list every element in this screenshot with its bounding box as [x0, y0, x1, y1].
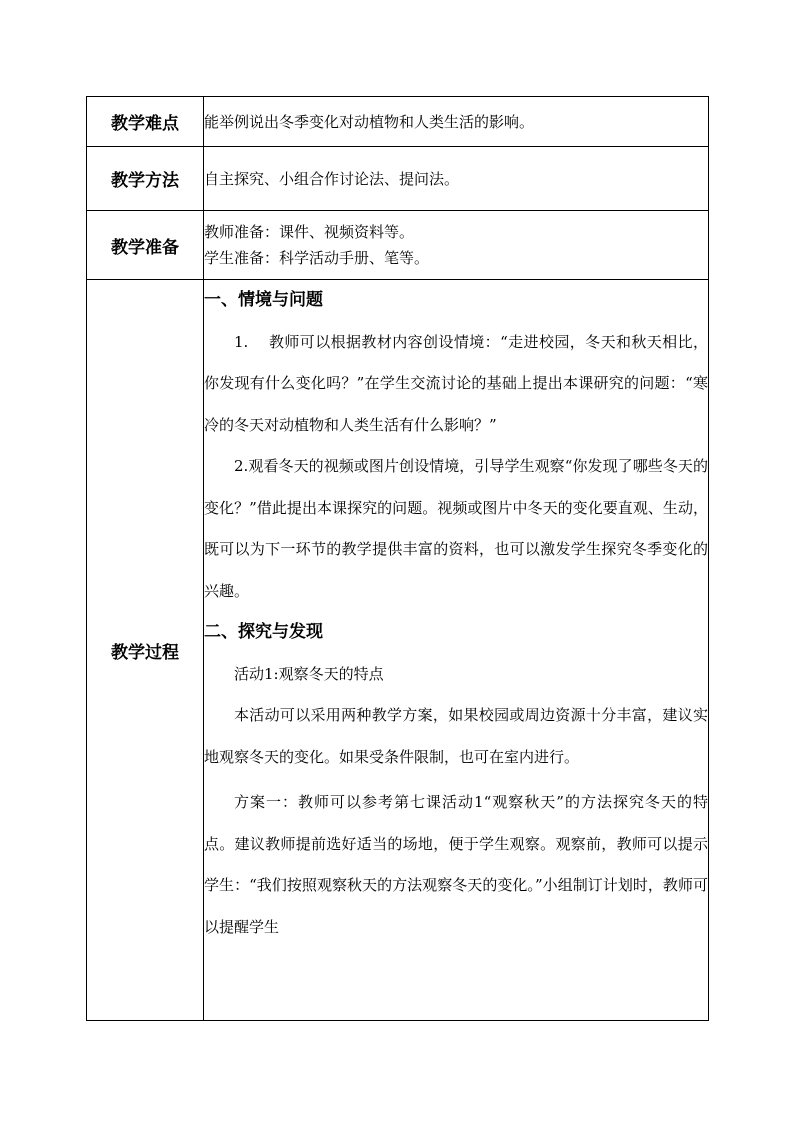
section2-heading: 二、探究与发现 [204, 622, 323, 642]
preparation-label: 教学准备 [87, 211, 204, 280]
lesson-plan-table [86, 96, 709, 1021]
process-paragraph-3: 本活动可以采用两种教学方案，如果校园或周边资源十分丰富，建议实地观察冬天的变化。如果受条件限制，也可在室内进行。 [204, 706, 708, 766]
preparation-cell [204, 211, 709, 280]
method-label: 教学方法 [87, 147, 204, 211]
method-row [87, 147, 709, 211]
section1-heading: 一、情境与问题 [204, 290, 323, 310]
teacher-preparation: 教师准备：课件、视频资料等。 [204, 223, 415, 241]
method-text: 自主探究、小组合作讨论法、提问法。 [204, 147, 709, 211]
process-paragraph-1: 1. 教师可以根据教材内容创设情境：“走进校园，冬天和秋天相比，你发现有什么变化吗？”在学生交流讨论的基础上提出本课研究的问题：“寒冷的冬天对动植物和人类生活有什么影响？” [204, 332, 708, 434]
process-paragraph-2: 2.观看冬天的视频或图片创设情境，引导学生观察“你发现了哪些冬天的变化？”借此提出本课探究的问题。视频或图片中冬天的变化要直观、生动，既可以为下一环节的教学提供丰富的资料，也可以激发学生探究冬季变化的兴趣。 [204, 457, 708, 600]
difficulty-label: 教学难点 [87, 97, 204, 147]
difficulty-row [87, 97, 709, 147]
process-label: 教学过程 [87, 280, 204, 1021]
student-preparation: 学生准备：科学活动手册、笔等。 [204, 249, 430, 267]
process-cell [204, 280, 709, 1021]
difficulty-text: 能举例说出冬季变化对动植物和人类生活的影响。 [204, 97, 709, 147]
preparation-row [87, 211, 709, 280]
process-paragraph-4: 方案一：教师可以参考第七课活动1“观察秋天”的方法探究冬天的特点。建议教师提前选好适当的场地，便于学生观察。观察前，教师可以提示学生：“我们按照观察秋天的方法观察冬天的变化。”小组制订计划时，教师可以提醒学生 [204, 793, 708, 936]
process-row [87, 280, 709, 1021]
activity1-title: 活动1:观察冬天的特点 [234, 664, 384, 683]
